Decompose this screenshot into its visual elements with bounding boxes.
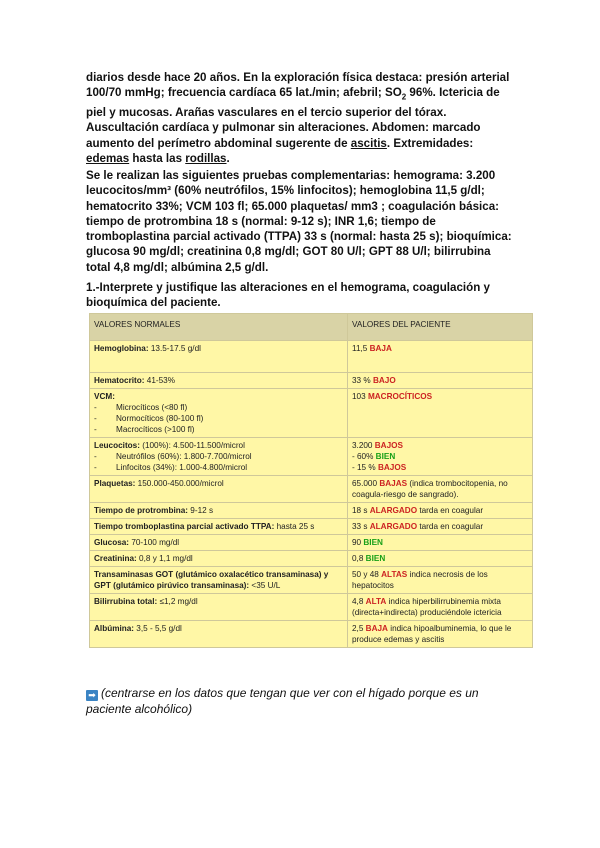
table-row-plaquetas: [90, 476, 533, 503]
lin-item: - Linfocitos (34%): 1.000-4.800/microl: [94, 463, 248, 472]
table-row-ttpa: [90, 519, 533, 535]
glu-value: 90: [352, 538, 364, 547]
vcm-sub-item: - Normocíticos (80-100 fl): [94, 414, 204, 423]
cre-label: Creatinina:: [94, 554, 137, 563]
arrow-right-icon: ➡: [86, 690, 98, 701]
table-header-row: [90, 314, 533, 341]
exam-text-a: diarios desde hace 20 años. En la exploración física destaca: presión arterial 100/70 mmHg; frecuencia cardíaca 65 lat./min; afebril; SO: [86, 71, 510, 100]
table-row-hemoglobina: [90, 341, 533, 373]
hb-value: 11,5: [352, 344, 370, 353]
alb-label: Albúmina:: [94, 624, 135, 633]
bil-status: ALTA: [365, 597, 387, 606]
header-patient-values: VALORES DEL PACIENTE: [348, 314, 533, 341]
plq-range: 150.000-450.000/microl: [135, 479, 224, 488]
hto-range: 41-53%: [144, 376, 175, 385]
term-ascitis: ascitis: [350, 136, 387, 150]
cre-status: BIEN: [365, 554, 386, 563]
leu-range: (100%): 4.500-11.500/microl: [139, 441, 245, 450]
table-row-albumina: [90, 621, 533, 648]
ttpa-note: tarda en coagular: [417, 522, 484, 531]
term-edemas: edemas: [86, 151, 130, 165]
table-row-vcm: [90, 389, 533, 438]
glu-label: Glucosa:: [94, 538, 130, 547]
ttpa-label: Tiempo tromboplastina parcial activado TTPA:: [94, 522, 275, 531]
table-row-leucocitos: [90, 438, 533, 476]
vcm-sub-item: - Microcíticos (<80 fl): [94, 403, 188, 412]
ttpa-status: ALARGADO: [369, 522, 418, 531]
alb-value: 2,5: [352, 624, 366, 633]
vcm-sub-item: - Macrocíticos (>100 fl): [94, 425, 195, 434]
exam-text-b: 96%. Ictericia de piel y mucosas. Arañas vasculares en el tercio superior del tórax. Auscultación cardíaca y pulmonar sin alteraciones. Abdomen: marcado aumento del perímetro abdominal sugerente de: [86, 86, 500, 150]
tp-value: 18 s: [352, 506, 370, 515]
exam-text-c: . Extremidades:: [386, 136, 474, 150]
tp-label: Tiempo de protrombina:: [94, 506, 189, 515]
hto-label: Hematocrito:: [94, 376, 145, 385]
bil-note: indica hiperbilirrubinemia mixta (directa+indirecta) produciéndole ictericia: [352, 597, 502, 617]
glu-range: 70-100 mg/dl: [129, 538, 180, 547]
bil-value: 4,8: [352, 597, 366, 606]
ttpa-range: hasta 25 s: [274, 522, 315, 531]
exam-text-e: .: [226, 151, 230, 165]
vcm-value: 103: [352, 392, 368, 401]
neu-status: BIEN: [375, 452, 396, 461]
table-row-glucosa: [90, 535, 533, 551]
lab-values-table: [89, 313, 533, 648]
exam-text-d: hasta las: [129, 151, 186, 165]
table-row-creatinina: [90, 551, 533, 567]
plq-note: (indica trombocitopenia, no coagula-riesgo de sangrado).: [352, 479, 508, 499]
bil-label: Bilirrubina total:: [94, 597, 158, 606]
question-heading: 1.-Interprete y justifique las alteraciones en el hemograma, coagulación y bioquímica del paciente.: [86, 281, 490, 310]
plq-label: Plaquetas:: [94, 479, 136, 488]
leu-value: 3.200: [352, 441, 375, 450]
alb-status: BAJA: [365, 624, 388, 633]
neu-value: - 60%: [352, 452, 376, 461]
hb-range: 13.5-17.5 g/dl: [148, 344, 201, 353]
plq-status: BAJAS: [379, 479, 408, 488]
bil-range: ≤1,2 mg/dl: [157, 597, 198, 606]
hb-label: Hemoglobina:: [94, 344, 149, 353]
exam-paragraph: [86, 70, 516, 166]
ttpa-value: 33 s: [352, 522, 370, 531]
trans-status: ALTAS: [381, 570, 408, 579]
hto-status: BAJO: [372, 376, 396, 385]
tp-range: 9-12 s: [188, 506, 214, 515]
vcm-label: VCM:: [94, 392, 115, 401]
table-row-transaminasas: [90, 567, 533, 594]
lin-status: BAJOS: [377, 463, 407, 472]
neu-item: - Neutrófilos (60%): 1.800-7.700/microl: [94, 452, 252, 461]
cre-value: 0,8: [352, 554, 366, 563]
trans-label: Transaminasas GOT (glutámico oxalacético transaminasa) y GPT (glutámico pirúvico transaminasa):: [94, 570, 329, 590]
note-text: (centrarse en los datos que tengan que ver con el hígado porque es un paciente alcohólico): [86, 686, 479, 716]
exam-so2-subscript: 2: [401, 92, 407, 102]
tests-paragraph: Se le realizan las siguientes pruebas complementarias: hemograma: 3.200 leucocitos/mm³ (60% neutrófilos, 15% linfocitos); hemoglobina 11,5 g/dl; hematocrito 33%; VCM 103 fl; 65.000 plaquetas/ mm3 ; coagulación básica: tiempo de protrombina 18 s (normal: 9-12 s); INR 1,6; tiempo de tromboplastina parcial activado (TTPA) 33 s (normal: hasta 25 s); bioquímica: glucosa 90 mg/dl; creatinina 0,8 mg/dl; GOT 80 U/l; GPT 88 U/l; bilirrubina total 4,8 mg/dl; albúmina 2,5 g/dl.: [86, 169, 512, 274]
trans-range: <35 U/L: [249, 581, 281, 590]
table-row-bilirrubina: [90, 594, 533, 621]
lin-value: - 15 %: [352, 463, 378, 472]
tp-note: tarda en coagular: [417, 506, 484, 515]
table-row-hematocrito: [90, 373, 533, 389]
leu-label: Leucocitos:: [94, 441, 140, 450]
tp-status: ALARGADO: [369, 506, 418, 515]
leu-status: BAJOS: [374, 441, 403, 450]
trans-value: 50 y 48: [352, 570, 382, 579]
hb-status: BAJA: [369, 344, 392, 353]
vcm-status: MACROCÍTICOS: [367, 392, 433, 401]
glu-status: BIEN: [363, 538, 383, 547]
italic-note: [86, 686, 516, 717]
plq-value: 65.000: [352, 479, 380, 488]
hto-value: 33 %: [352, 376, 373, 385]
term-rodillas: rodillas: [185, 151, 227, 165]
trans-note: indica necrosis de los hepatocitos: [352, 570, 488, 590]
header-normal-values: VALORES NORMALES: [90, 314, 348, 341]
cre-range: 0,8 y 1,1 mg/dl: [136, 554, 193, 563]
table-row-protrombina: [90, 503, 533, 519]
alb-note: indica hipoalbuminemia, lo que le produce edemas y ascitis: [352, 624, 512, 644]
alb-range: 3,5 - 5,5 g/dl: [134, 624, 182, 633]
